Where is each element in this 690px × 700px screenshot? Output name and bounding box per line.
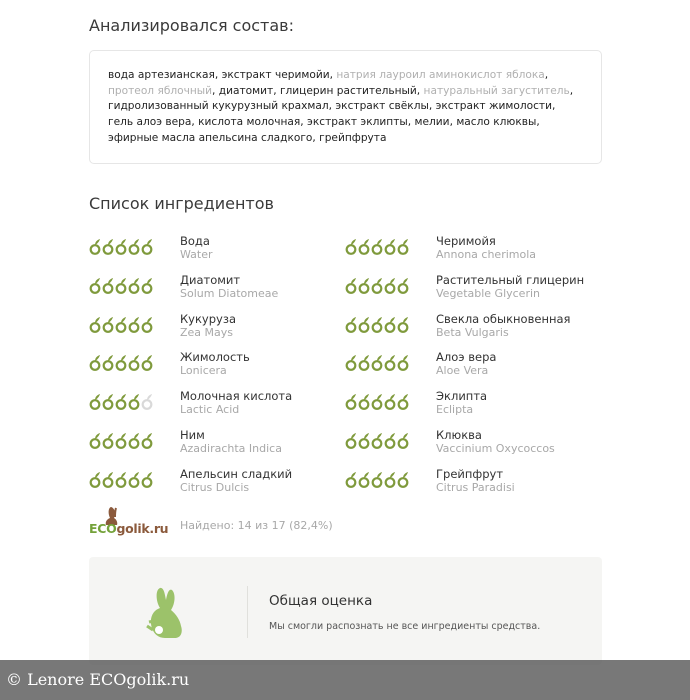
ingredient-latin-name: Azadirachta Indica — [180, 442, 282, 455]
ingredients-title: Список ингредиентов — [89, 194, 274, 213]
ingredient-latin-name: Citrus Dulcis — [180, 480, 250, 494]
ingredient-name: Свекла обыкновенная — [436, 311, 571, 326]
leaf-icon-filled — [130, 355, 139, 370]
ingredient-latin-name: Annona cherimola — [436, 248, 537, 261]
leaf-icon-filled — [360, 433, 369, 448]
ingredient-item[interactable] — [89, 387, 339, 423]
leaf-icon-filled — [91, 239, 100, 254]
leaf-icon-filled — [91, 278, 100, 293]
ingredient-latin-name: Solum Diatomeae — [180, 286, 279, 300]
leaf-icon-filled — [386, 317, 395, 332]
ingredient-latin-name: Aloe Vera — [436, 364, 489, 378]
leaf-icon-filled — [130, 278, 139, 293]
leaf-icon-filled — [104, 394, 113, 409]
leaf-icon-filled — [386, 278, 395, 293]
leaf-icon-filled — [104, 317, 113, 332]
leaf-rating — [89, 316, 153, 334]
leaf-icon-filled — [386, 239, 395, 254]
leaf-rating — [345, 354, 409, 372]
leaf-icon-filled — [347, 472, 356, 487]
leaf-icon-filled — [360, 472, 369, 487]
leaf-icon-filled — [104, 355, 113, 370]
leaf-rating — [89, 432, 153, 450]
watermark-footer: © Lenore ECOgolik.ru — [0, 660, 690, 700]
ingredient-name: Диатомит — [180, 272, 241, 287]
leaf-icon-filled — [117, 355, 126, 370]
leaf-icon-filled — [117, 394, 126, 409]
ingredient-latin-name: Lactic Acid — [180, 403, 240, 417]
leaf-rating — [89, 354, 153, 372]
ingredient-item[interactable] — [89, 426, 339, 462]
ingredient-name: Клюква — [436, 428, 482, 442]
ingredient-item[interactable] — [345, 348, 595, 384]
leaf-icon-filled — [373, 317, 382, 332]
leaf-icon-filled — [117, 472, 126, 487]
leaf-rating — [89, 471, 153, 489]
composition-item-not-found: натрия лауроил аминокислот яблока — [336, 69, 545, 81]
leaf-icon-filled — [347, 317, 356, 332]
leaf-icon-filled — [91, 472, 100, 487]
composition-item-found: гель алоэ вера — [108, 116, 192, 129]
leaf-icon-filled — [360, 394, 369, 409]
leaf-icon-filled — [104, 433, 113, 448]
ingredient-name: Апельсин сладкий — [180, 466, 293, 481]
leaf-icon-filled — [373, 433, 382, 448]
ingredient-item[interactable] — [345, 310, 595, 346]
leaf-icon-filled — [360, 239, 369, 254]
leaf-icon-filled — [399, 433, 408, 448]
leaf-icon-filled — [130, 239, 139, 254]
ingredient-latin-name: Citrus Paradisi — [436, 480, 515, 494]
composition-item-not-found: натуральный загуститель — [423, 84, 570, 97]
ingredient-name: Кукуруза — [180, 311, 236, 326]
ecogolik-logo[interactable] — [89, 505, 169, 545]
leaf-icon-filled — [386, 433, 395, 448]
composition-item-found: вода артезианская — [108, 69, 215, 81]
composition-box: вода артезианская, экстракт черимойи, натрия лауроил аминокислот яблока, протеол яблочный, диатомит, глицерин растительный, натуральный загуститель, гидролизованный кукурузный крахмал, экстракт свёклы, экстракт жимолости, гель алоэ вера, кислота молочная, экстракт эклипты, мелии, масло клюквы, эфирные масла апельсина сладкого, грейпфрута — [89, 50, 602, 164]
ingredient-name: Алоэ вера — [436, 350, 497, 365]
leaf-icon-filled — [373, 355, 382, 370]
leaf-icon-filled — [347, 394, 356, 409]
leaf-icon-filled — [386, 355, 395, 370]
leaf-icon-filled — [143, 355, 152, 370]
ingredient-name: Вода — [180, 234, 210, 248]
leaf-rating — [345, 238, 409, 256]
leaf-icon-filled — [130, 433, 139, 448]
leaf-rating — [89, 393, 153, 411]
leaf-icon-filled — [360, 355, 369, 370]
leaf-icon-filled — [143, 433, 152, 448]
leaf-rating — [345, 432, 409, 450]
leaf-icon-filled — [399, 278, 408, 293]
leaf-rating — [89, 277, 153, 295]
ingredient-name: Эклипта — [436, 389, 488, 404]
leaf-icon-filled — [143, 317, 152, 332]
composition-item-found: экстракт черимойи — [221, 69, 330, 81]
score-divider — [247, 586, 248, 638]
leaf-icon-filled — [143, 278, 152, 293]
composition-item-found: мелии — [414, 116, 450, 129]
ingredient-name: Черимойя — [436, 234, 496, 248]
ingredient-item[interactable] — [89, 232, 339, 268]
leaf-icon-filled — [117, 317, 126, 332]
leaf-icon-filled — [143, 239, 152, 254]
leaf-icon-filled — [399, 239, 408, 254]
ingredient-name: Молочная кислота — [180, 389, 293, 404]
leaf-icon-filled — [347, 239, 356, 254]
composition-item-found: масло клюквы — [456, 116, 537, 129]
composition-item-found: экстракт свёклы — [335, 100, 429, 113]
leaf-icon-filled — [91, 317, 100, 332]
composition-item-found: диатомит — [218, 84, 274, 97]
leaf-icon-filled — [117, 433, 126, 448]
ingredient-item[interactable] — [89, 465, 339, 501]
leaf-icon-filled — [386, 394, 395, 409]
ingredient-latin-name: Beta Vulgaris — [436, 325, 509, 339]
composition-item-found: экстракт жимолости — [435, 100, 552, 113]
leaf-rating — [89, 238, 153, 256]
logo-text: ECOgolik.ru — [89, 521, 169, 536]
leaf-rating — [345, 393, 409, 411]
ingredient-name: Грейпфрут — [436, 466, 504, 481]
leaf-icon-filled — [373, 239, 382, 254]
leaf-icon-filled — [117, 239, 126, 254]
composition-item-found: глицерин растительный — [279, 84, 417, 97]
leaf-icon-filled — [130, 394, 139, 409]
composition-item-found: грейпфрута — [319, 131, 387, 144]
ingredient-item[interactable] — [345, 465, 595, 501]
ingredient-item[interactable] — [345, 232, 595, 268]
found-count: Найдено: 14 из 17 (82,4%) — [180, 519, 333, 532]
composition-title: Анализировался состав: — [89, 16, 294, 35]
ingredient-latin-name: Lonicera — [180, 364, 227, 378]
leaf-icon-filled — [91, 355, 100, 370]
ingredient-latin-name: Vegetable Glycerin — [436, 286, 541, 300]
composition-item-found: кислота молочная — [198, 116, 301, 129]
leaf-icon-filled — [91, 433, 100, 448]
leaf-rating — [345, 277, 409, 295]
leaf-icon-empty — [143, 394, 152, 409]
ingredient-item[interactable] — [345, 387, 595, 423]
ingredient-item[interactable] — [345, 271, 595, 307]
leaf-icon-filled — [399, 394, 408, 409]
leaf-icon-filled — [117, 278, 126, 293]
score-description: Мы смогли распознать не все ингредиенты средства. — [269, 621, 541, 632]
ingredient-item[interactable] — [89, 348, 339, 384]
rabbit-icon — [145, 586, 189, 646]
ingredient-name: Ним — [180, 428, 205, 442]
leaf-icon-filled — [143, 472, 152, 487]
leaf-icon-filled — [360, 278, 369, 293]
composition-item-found: гидролизованный кукурузный крахмал — [108, 100, 329, 113]
overall-score-card — [89, 557, 602, 665]
leaf-icon-filled — [373, 278, 382, 293]
leaf-icon-filled — [399, 317, 408, 332]
leaf-icon-filled — [104, 239, 113, 254]
leaf-icon-filled — [373, 394, 382, 409]
ingredient-latin-name: Water — [180, 248, 213, 261]
leaf-icon-filled — [104, 472, 113, 487]
ingredient-item[interactable] — [345, 426, 595, 462]
leaf-icon-filled — [91, 394, 100, 409]
leaf-icon-filled — [130, 317, 139, 332]
leaf-icon-filled — [386, 472, 395, 487]
ingredient-latin-name: Vaccinium Oxycoccos — [436, 442, 555, 455]
leaf-icon-filled — [373, 472, 382, 487]
composition-item-found: экстракт эклипты — [307, 116, 408, 129]
ingredient-latin-name: Eclipta — [436, 403, 474, 417]
leaf-icon-filled — [130, 472, 139, 487]
composition-item-found: эфирные масла апельсина сладкого — [108, 131, 313, 144]
leaf-icon-filled — [347, 433, 356, 448]
leaf-icon-filled — [104, 278, 113, 293]
leaf-icon-filled — [399, 472, 408, 487]
ingredient-item[interactable] — [89, 271, 339, 307]
ingredient-item[interactable] — [89, 310, 339, 346]
ingredient-name: Жимолость — [180, 350, 250, 365]
ingredient-name: Растительный глицерин — [436, 272, 585, 287]
composition-item-not-found: протеол яблочный — [108, 84, 213, 97]
score-title: Общая оценка — [269, 593, 373, 609]
leaf-icon-filled — [399, 355, 408, 370]
leaf-icon-filled — [347, 278, 356, 293]
leaf-icon-filled — [347, 355, 356, 370]
leaf-icon-filled — [360, 317, 369, 332]
leaf-rating — [345, 316, 409, 334]
ingredient-latin-name: Zea Mays — [180, 325, 234, 339]
leaf-rating — [345, 471, 409, 489]
